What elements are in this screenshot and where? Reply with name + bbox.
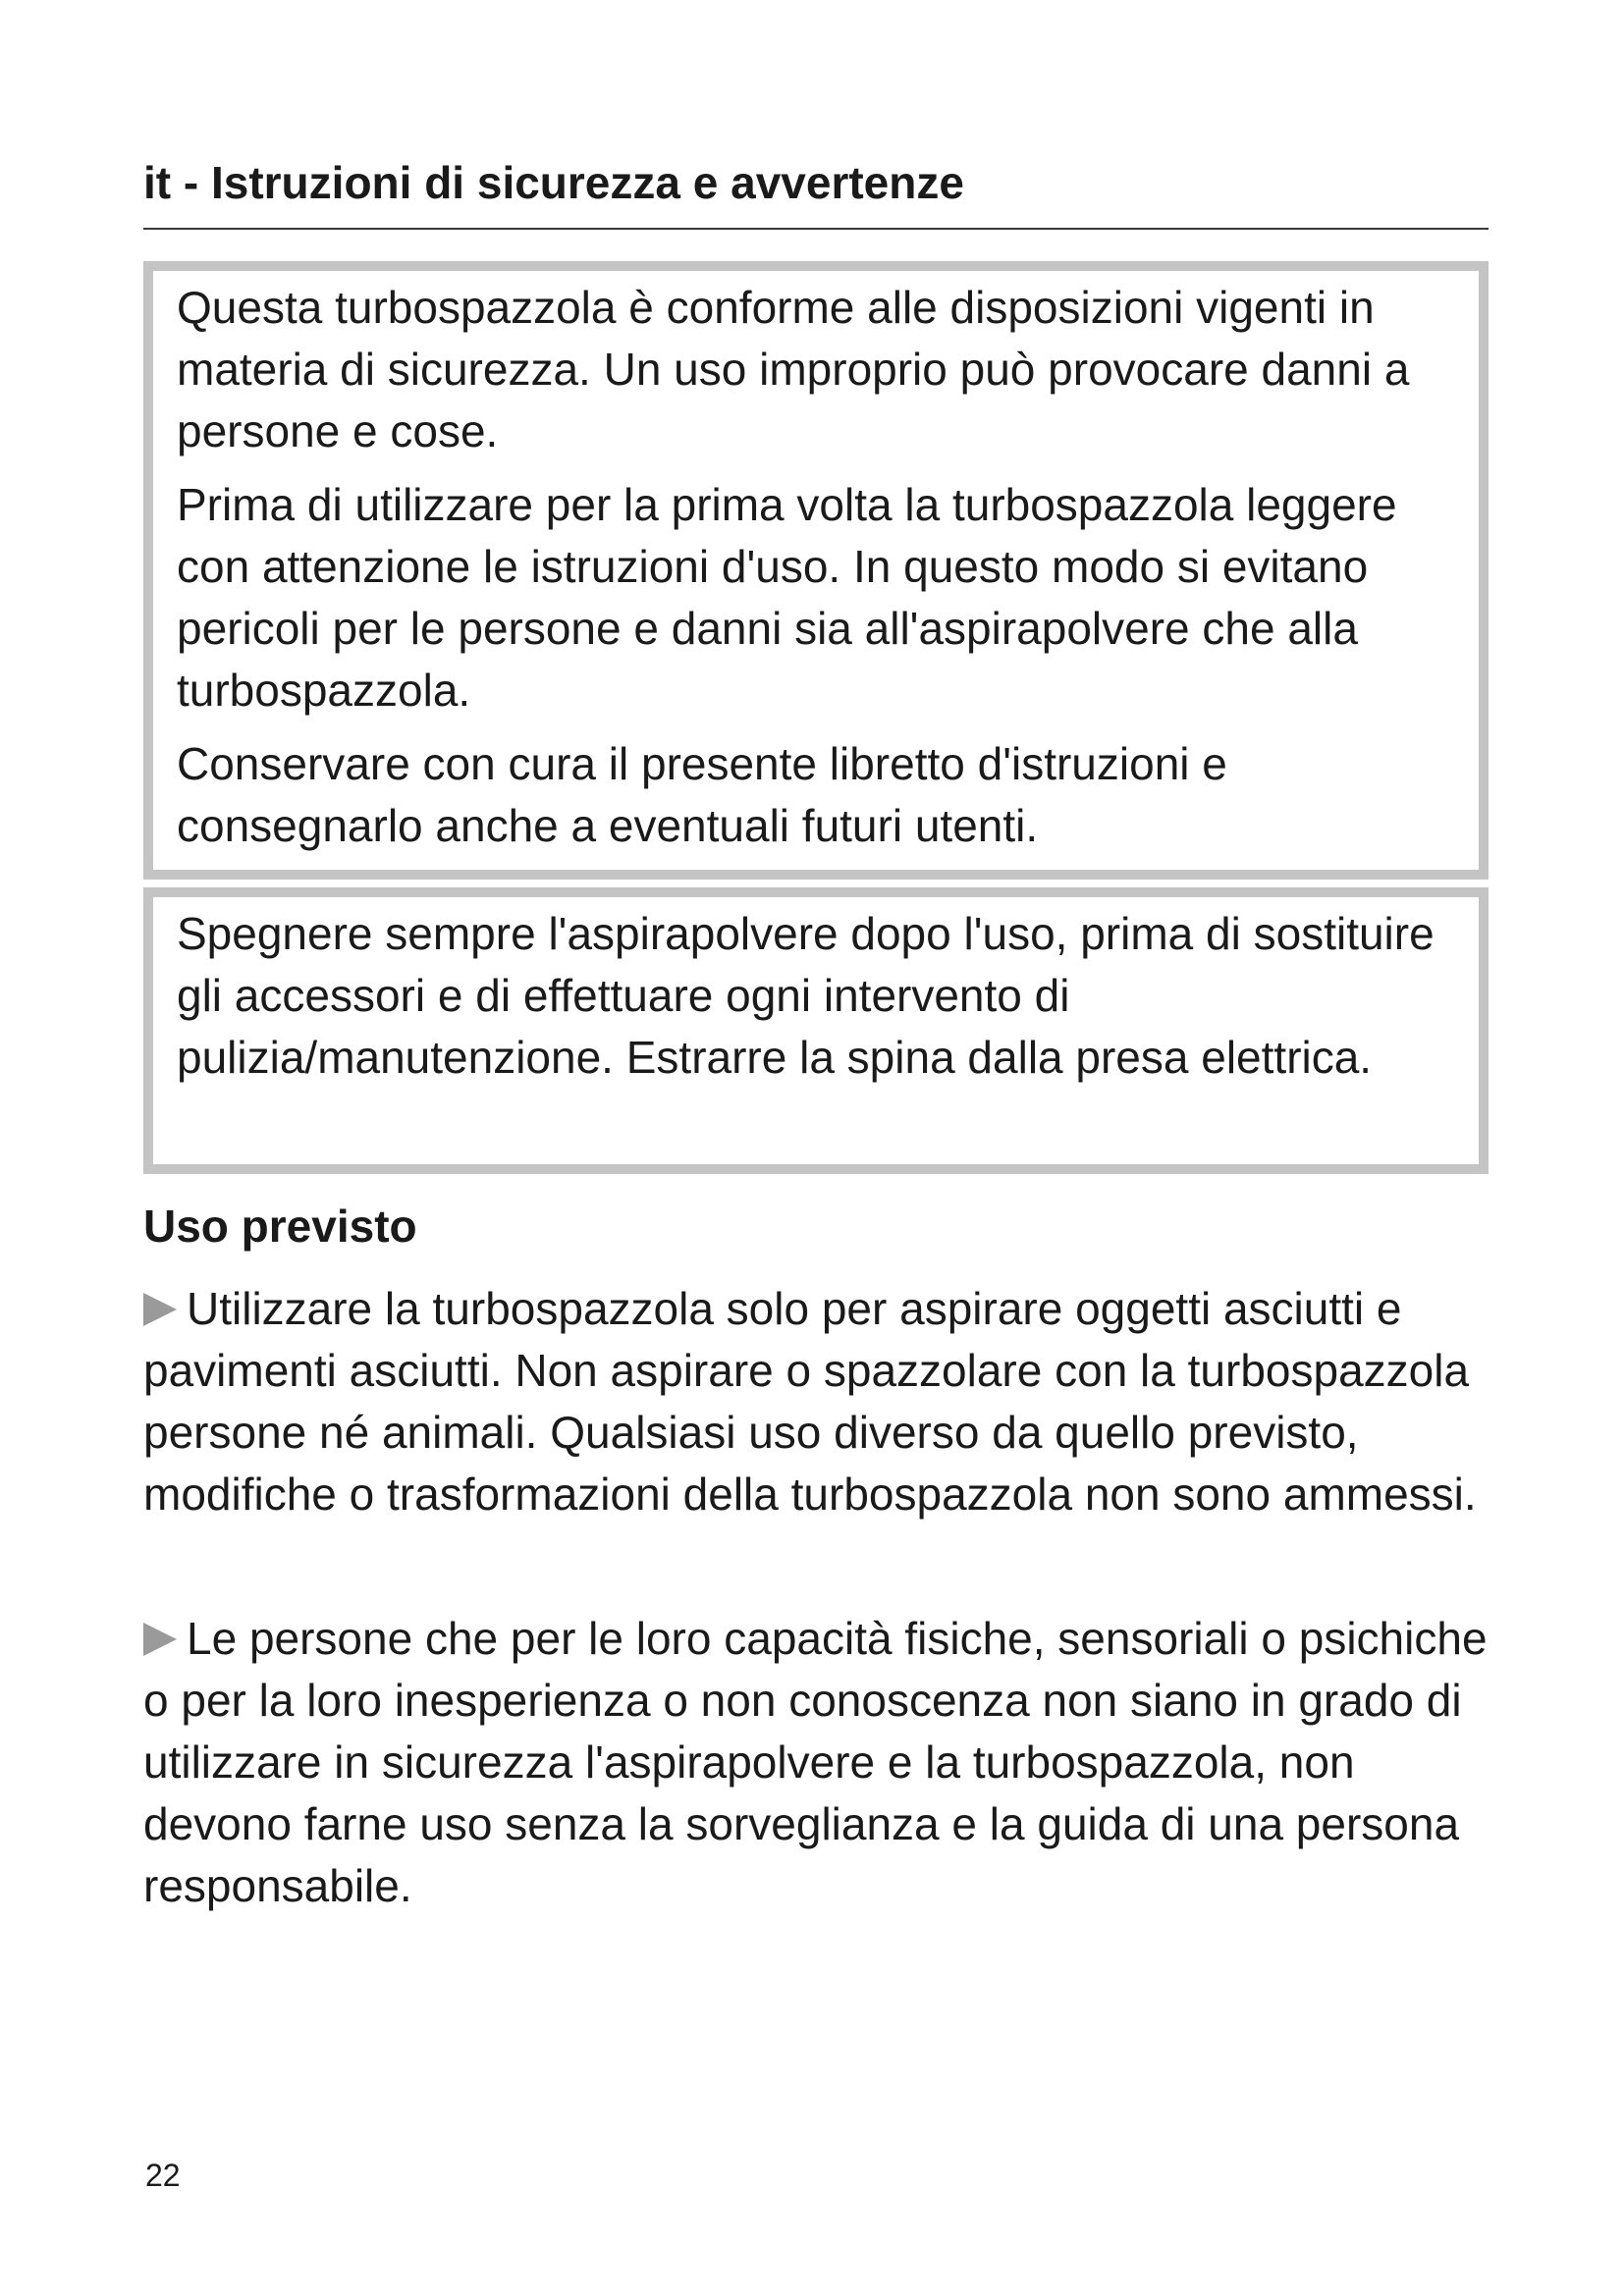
triangle-right-icon <box>143 1293 177 1326</box>
safety-notice-paragraph: Prima di utilizzare per la prima volta la turbospazzola leggere con attenzione le istruzioni d'uso. In questo modo si evitano pericoli per le persone e danni sia all'aspirapolvere che alla turbospazzola. <box>177 479 1397 716</box>
page-number: 22 <box>145 2158 181 2193</box>
page-header-title: it - Istruzioni di sicurezza e avvertenze <box>143 157 964 208</box>
safety-notice-paragraph: Conservare con cura il presente libretto d'istruzioni e consegnarlo anche a eventuali futuri utenti. <box>177 738 1227 851</box>
header-divider <box>143 228 1489 230</box>
intended-use-item-text: Le persone che per le loro capacità fisiche, sensoriali o psichiche o per la loro inesperienza o non conoscenza non siano in grado di utilizzare in sicurezza l'aspirapolvere e la turbospazzola, non devono farne uso senza la sorveglianza e la guida di una persona responsabile. <box>143 1613 1488 1911</box>
safety-notice-paragraph: Questa turbospazzola è conforme alle disposizioni vigenti in materia di sicurezza. Un uso improprio può provocare danni a persone e cose. <box>177 282 1410 456</box>
switch-off-notice-box <box>143 887 1489 1174</box>
intended-use-item <box>143 1278 1493 1525</box>
section-title-intended-use: Uso previsto <box>143 1201 417 1252</box>
intended-use-item <box>143 1608 1493 1917</box>
switch-off-notice-paragraph: Spegnere sempre l'aspirapolvere dopo l'uso, prima di sostituire gli accessori e di effettuare ogni intervento di pulizia/manutenzione. Estrarre la spina dalla presa elettrica. <box>177 908 1435 1083</box>
triangle-right-icon <box>143 1623 177 1656</box>
intended-use-item-text: Utilizzare la turbospazzola solo per aspirare oggetti asciutti e pavimenti asciutti. Non aspirare o spazzolare con la turbospazzola persone né animali. Qualsiasi uso diverso da quello previsto, modifiche o trasformazioni della turbospazzola non sono ammessi. <box>143 1283 1477 1520</box>
safety-notice-box <box>143 261 1489 880</box>
